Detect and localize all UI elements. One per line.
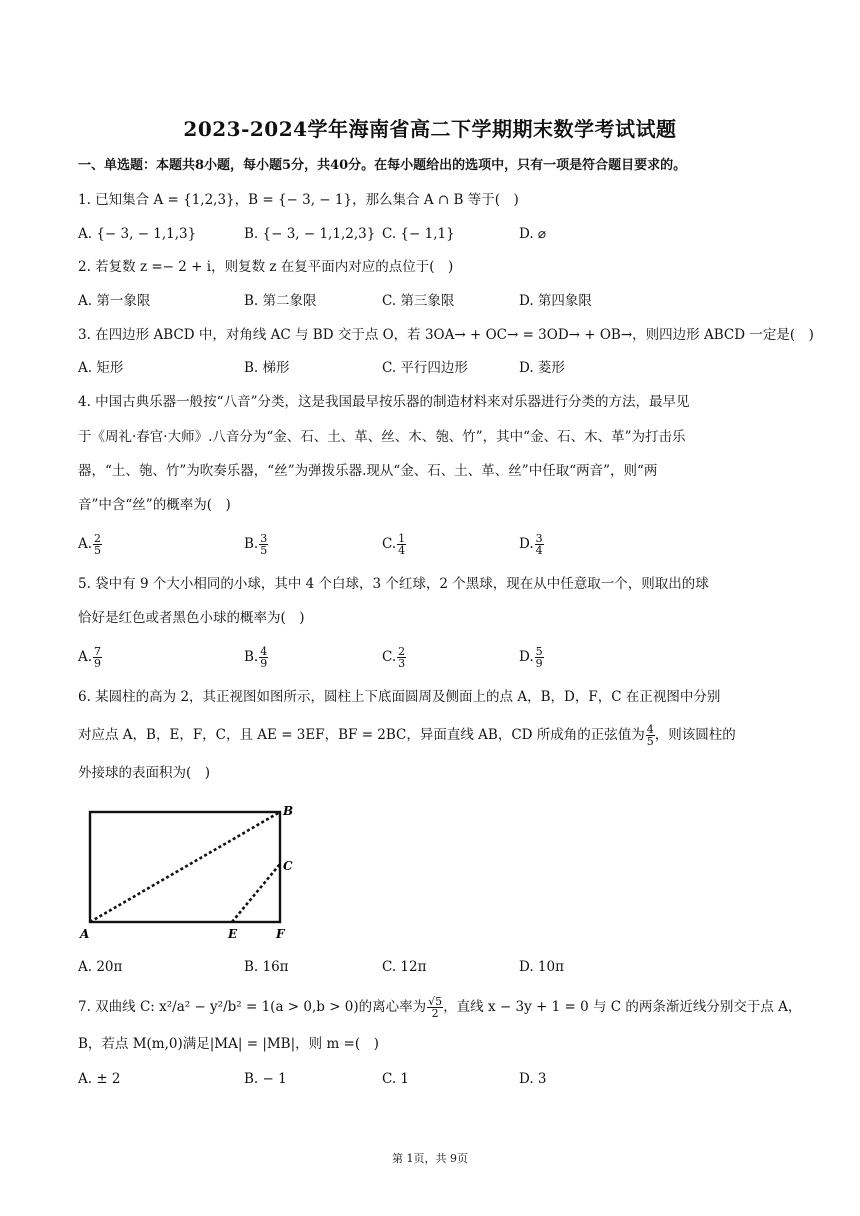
q3-option-b: B. 梯形 — [244, 360, 290, 376]
question-1-stem: 1. 已知集合 A = {1,2,3}，B = {− 3, − 1}，那么集合 A ∩ B 等于( ) — [78, 192, 519, 208]
q7-option-a: A. ± 2 — [78, 1071, 121, 1087]
q2-option-c: C. 第三象限 — [382, 293, 455, 309]
q5-option-c: C. $\frac{2}{3}$ — [382, 645, 406, 670]
q2-option-a: A. 第一象限 — [78, 293, 151, 309]
segment-ce — [232, 864, 280, 922]
label-f: F — [276, 927, 285, 941]
label-a: A — [80, 927, 90, 941]
question-4-line-4: 音”中含“丝”的概率为( ) — [78, 497, 231, 513]
q7-option-d: D. 3 — [519, 1071, 547, 1087]
question-6-line-1: 6. 某圆柱的高为 2，其正视图如图所示，圆柱上下底面圆周及侧面上的点 A，B，D，F，C 在正视图中分别 — [78, 689, 721, 705]
q4-option-c: C. $\frac{1}{4}$ — [382, 532, 406, 557]
q1-option-a: A. {− 3, − 1,1,3} — [78, 226, 197, 242]
q1-option-c: C. {− 1,1} — [382, 226, 455, 242]
q6-option-a: A. 20π — [78, 959, 123, 975]
q5-option-d: D. $\frac{5}{9}$ — [519, 645, 543, 670]
question-7-line-1: 7. 双曲线 C: x²/a² − y²/b² = 1(a > 0,b > 0)的离心率为 $\frac{√5}{2}$ ，直线 x − 3y + 1 = 0 与 C 的两条渐近线分别交于点 A， — [78, 995, 802, 1020]
q1-option-b: B. {− 3, − 1,1,2,3} — [244, 226, 376, 242]
q4-option-d: D. $\frac{3}{4}$ — [519, 532, 543, 557]
q6-option-b: B. 16π — [244, 959, 289, 975]
label-b: B — [283, 804, 294, 818]
q6-option-d: D. 10π — [519, 959, 564, 975]
q2-option-b: B. 第二象限 — [244, 293, 317, 309]
q7-option-c: C. 1 — [382, 1071, 410, 1087]
page-footer: 第 1页，共 9页 — [392, 1152, 468, 1165]
label-e: E — [228, 927, 238, 941]
question-6-line-2: 对应点 A，B，E，F，C，且 AE = 3EF，BF = 2BC，异面直线 AB，CD 所成角的正弦值为 $\frac{4}{5}$ ，则该圆柱的 — [78, 723, 736, 748]
question-4-line-3: 器，“土、匏、竹”为吹奏乐器，“丝”为弹拨乐器.现从“金、石、土、革、丝”中任取“两音”，则“两 — [78, 463, 658, 479]
q7-option-b: B. − 1 — [244, 1071, 287, 1087]
q6-option-c: C. 12π — [382, 959, 427, 975]
q5-option-a: A. $\frac{7}{9}$ — [78, 645, 102, 670]
question-3-stem: 3. 在四边形 ABCD 中，对角线 AC 与 BD 交于点 O，若 3OA→ + OC→ = 3OD→ + OB→，则四边形 ABCD 一定是( ) — [78, 327, 814, 343]
label-c: C — [283, 859, 293, 873]
page-title: 2023-2024学年海南省高二下学期期末数学考试试题 — [183, 117, 677, 141]
section-heading: 一、单选题：本题共8小题，每小题5分，共40分。在每小题给出的选项中，只有一项是符合题目要求的。 — [78, 158, 687, 173]
question-5-line-2: 恰好是红色或者黑色小球的概率为( ) — [78, 610, 305, 626]
q4-option-b: B. $\frac{3}{5}$ — [244, 532, 268, 557]
q2-option-d: D. 第四象限 — [519, 293, 592, 309]
question-2-stem: 2. 若复数 z =− 2 + i，则复数 z 在复平面内对应的点位于( ) — [78, 259, 454, 275]
front-view-figure — [76, 800, 306, 945]
q5-option-b: B. $\frac{4}{9}$ — [244, 645, 268, 670]
segment-ab — [90, 812, 280, 922]
q4-option-a: A. $\frac{2}{5}$ — [78, 532, 102, 557]
q3-option-c: C. 平行四边形 — [382, 360, 468, 376]
q3-option-d: D. 菱形 — [519, 360, 565, 376]
q3-option-a: A. 矩形 — [78, 360, 124, 376]
question-5-line-1: 5. 袋中有 9 个大小相同的小球，其中 4 个白球，3 个红球，2 个黑球，现在从中任意取一个，则取出的球 — [78, 576, 709, 592]
question-4-line-2: 于《周礼·春官·大师》.八音分为“金、石、土、革、丝、木、匏、竹”，其中“金、石、木、革”为打击乐 — [78, 429, 686, 445]
question-4-line-1: 4. 中国古典乐器一般按“八音”分类，这是我国最早按乐器的制造材料来对乐器进行分类的方法，最早见 — [78, 394, 690, 410]
question-7-line-2: B，若点 M(m,0)满足|MA| = |MB|，则 m =( ) — [78, 1036, 379, 1052]
question-6-line-3: 外接球的表面积为( ) — [78, 765, 211, 781]
q1-option-d: D. ⌀ — [519, 226, 547, 242]
figure-rectangle — [90, 812, 280, 922]
